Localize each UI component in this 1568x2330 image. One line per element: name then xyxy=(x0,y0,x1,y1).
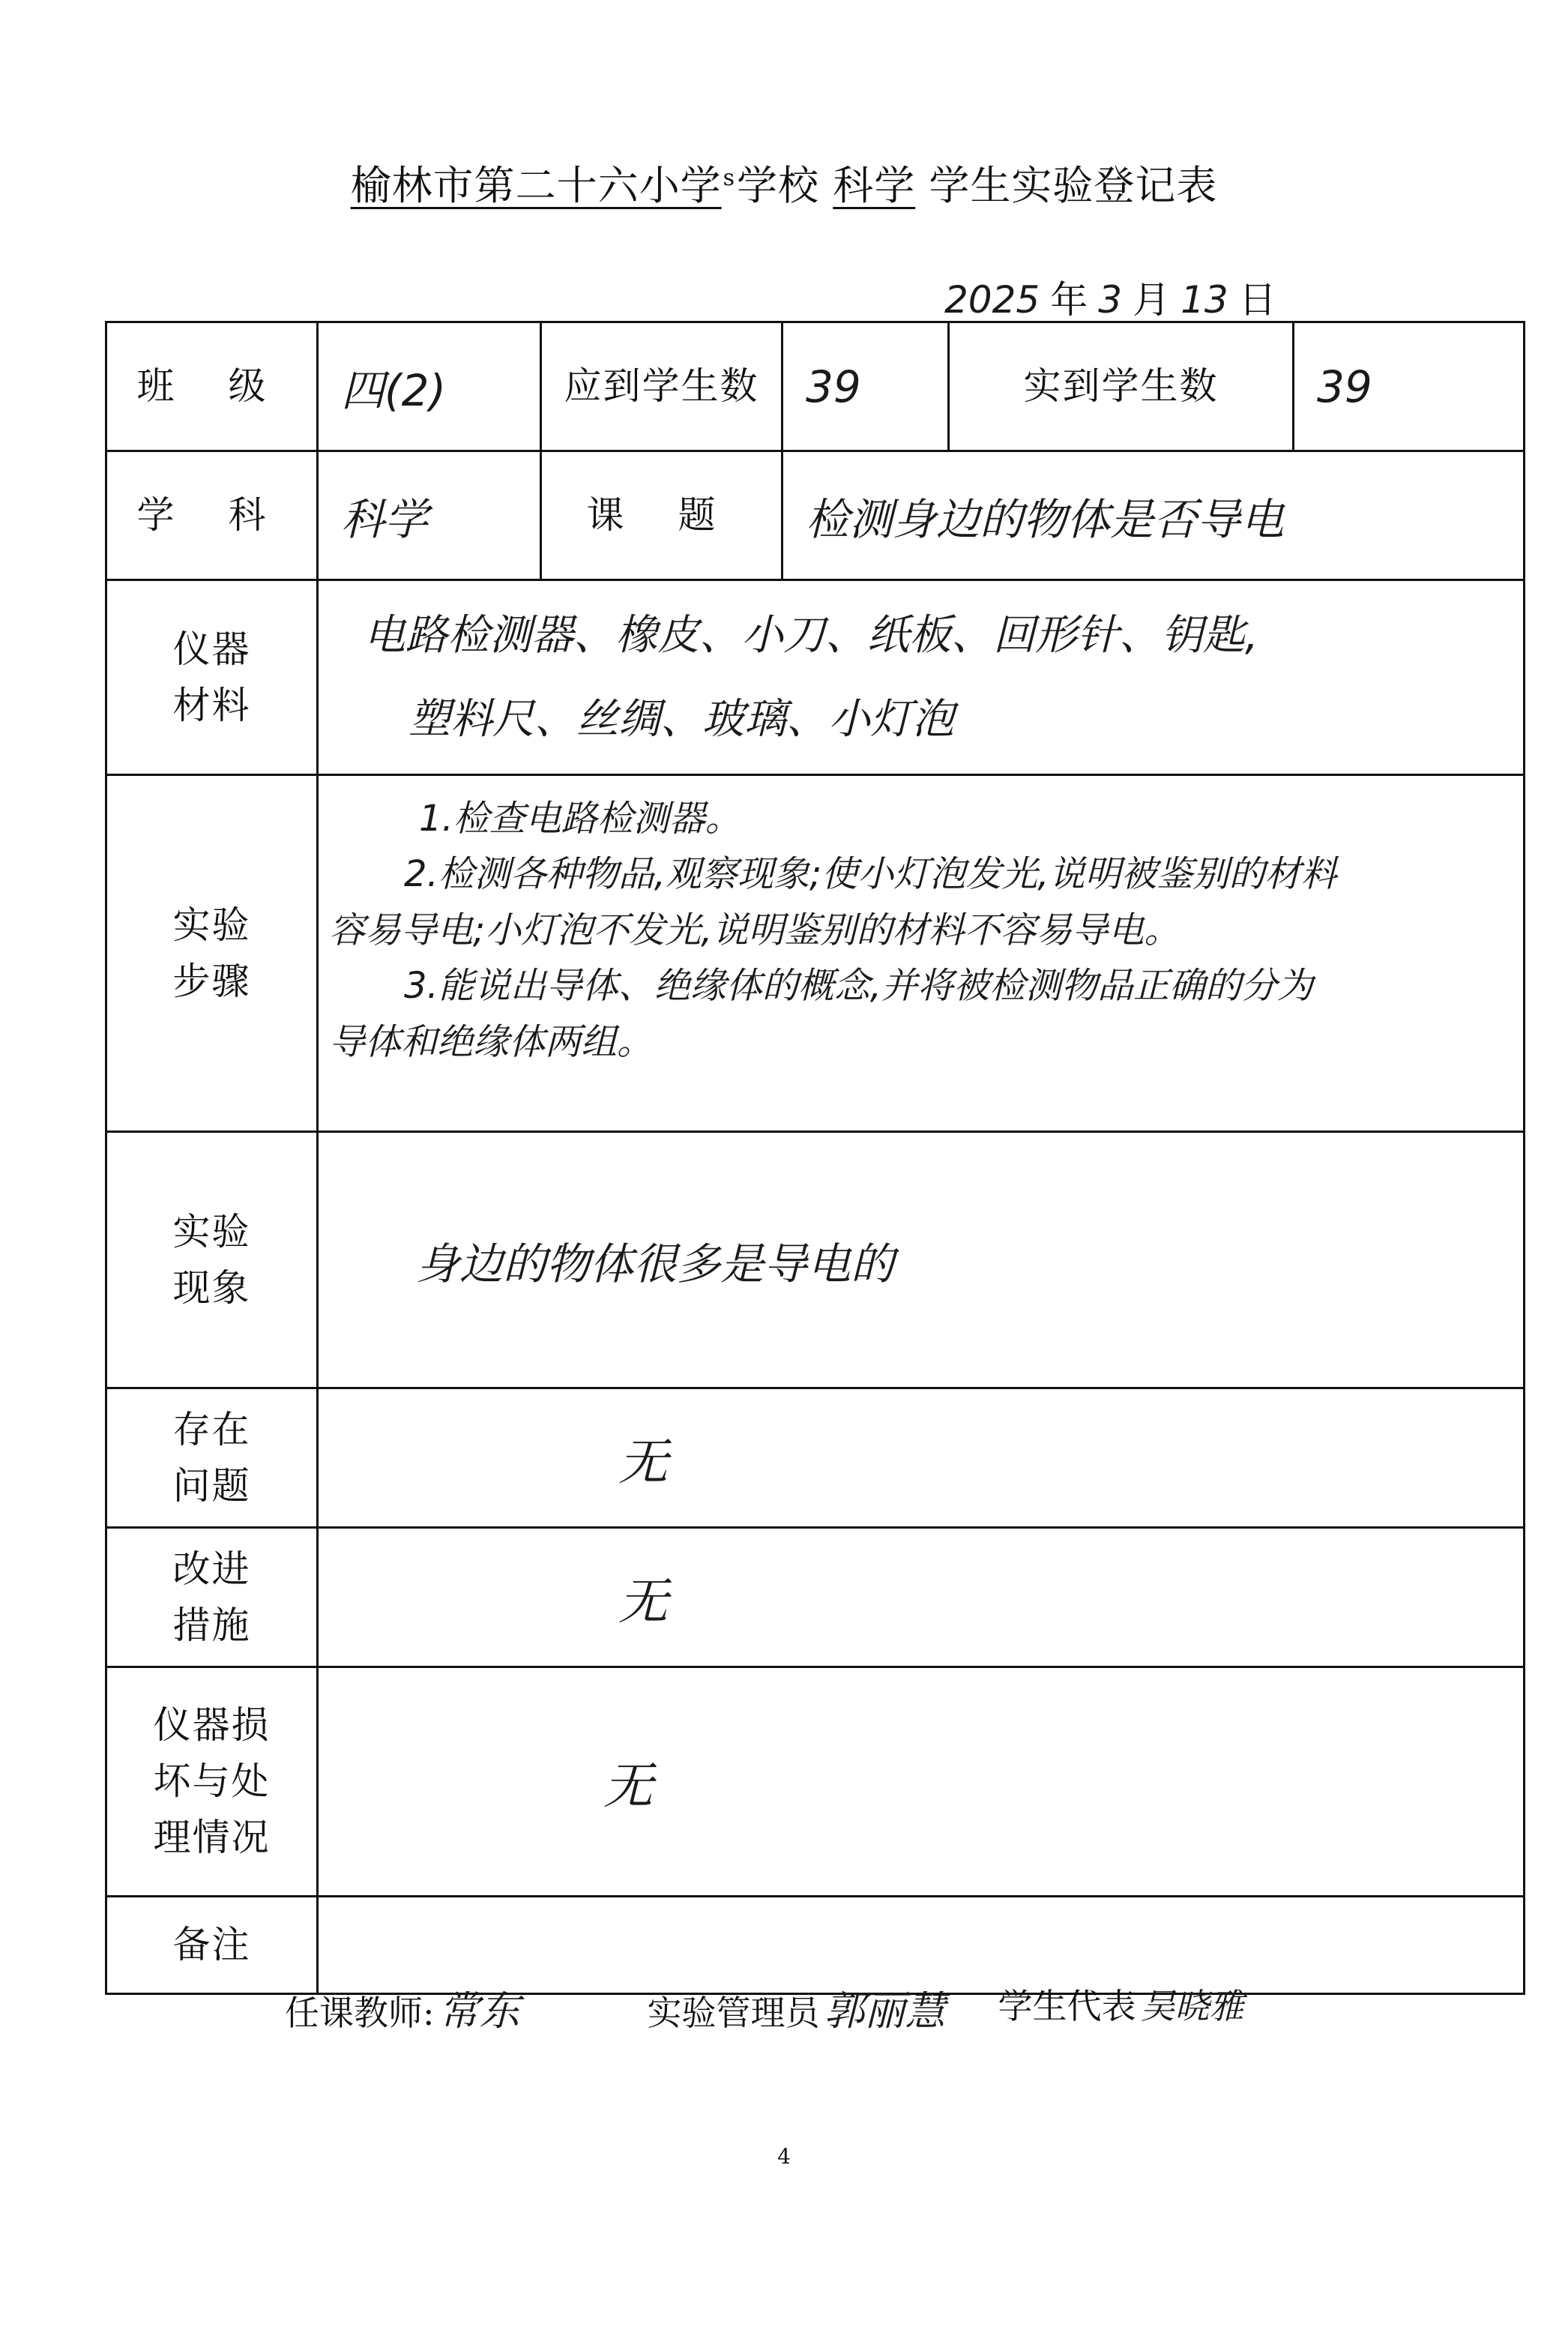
problems-label xyxy=(106,1388,318,1528)
date-year: 2025 xyxy=(944,278,1040,322)
signatures xyxy=(285,1979,1484,2037)
admin-name: 郭丽慧 xyxy=(824,1987,946,2035)
phenomenon-label-line-1: 实验 xyxy=(172,1209,251,1253)
improve-label-line-1: 改进 xyxy=(172,1547,251,1591)
title-suffix: 学生实验登记表 xyxy=(929,162,1218,209)
date-day: 13 xyxy=(1180,278,1228,322)
steps-label-line-1: 实验 xyxy=(172,903,251,947)
materials-value xyxy=(318,580,1525,775)
row-phenomenon xyxy=(106,1132,1525,1388)
date-month: 3 xyxy=(1098,278,1123,322)
date-line xyxy=(944,270,1287,324)
page-number: 4 xyxy=(777,2144,791,2169)
materials-label-line-1: 仪器 xyxy=(172,627,251,671)
row-steps xyxy=(106,775,1525,1132)
row-class xyxy=(106,322,1525,451)
notes-label: 备注 xyxy=(106,1897,318,1994)
steps-line-4: 3.能说出导体、绝缘体的概念,并将被检测物品正确的分为 xyxy=(404,965,1314,1008)
date-month-unit: 月 xyxy=(1133,278,1171,322)
title-mark: s xyxy=(723,165,736,191)
phenomenon-value: 身边的物体很多是导电的 xyxy=(318,1132,1525,1388)
damage-label-line-2: 坏与处 xyxy=(153,1759,271,1803)
topic-value: 检测身边的物体是否导电 xyxy=(783,451,1525,580)
steps-label-line-2: 步骤 xyxy=(172,959,251,1003)
improve-label xyxy=(106,1528,318,1667)
school-suffix: 学校 xyxy=(737,162,820,209)
steps-line-3: 容易导电;小灯泡不发光,说明鉴别的材料不容易导电。 xyxy=(329,909,1180,951)
subject-value: 科学 xyxy=(318,451,541,580)
row-improve xyxy=(106,1528,1525,1667)
damage-label xyxy=(106,1667,318,1897)
title-subject: 科学 xyxy=(833,162,916,209)
damage-label-line-3: 理情况 xyxy=(153,1816,271,1859)
row-subject xyxy=(106,451,1525,580)
admin-signature xyxy=(648,1979,946,2037)
steps-line-2: 2.检测各种物品,观察现象;使小灯泡发光,说明被鉴别的材料 xyxy=(404,853,1337,896)
row-materials xyxy=(106,580,1525,775)
materials-label xyxy=(106,580,318,775)
materials-line-2: 塑料尺、丝绸、玻璃、小灯泡 xyxy=(408,694,954,744)
damage-value: 无 xyxy=(318,1667,1525,1897)
student-signature xyxy=(998,1979,1244,2037)
topic-label: 课 题 xyxy=(541,451,783,580)
date-day-unit: 日 xyxy=(1238,278,1276,322)
teacher-name: 常东 xyxy=(438,1987,520,2035)
admin-label: 实验管理员 xyxy=(647,1993,820,2033)
class-label: 班 级 xyxy=(106,322,318,451)
teacher-signature xyxy=(285,1979,520,2037)
expected-label: 应到学生数 xyxy=(541,322,783,451)
class-value: 四(2) xyxy=(318,322,541,451)
phenomenon-label-line-2: 现象 xyxy=(172,1265,251,1310)
date-year-unit: 年 xyxy=(1050,278,1088,322)
teacher-label: 任课教师: xyxy=(285,1993,435,2033)
actual-value: 39 xyxy=(1294,322,1525,451)
improve-label-line-2: 措施 xyxy=(172,1603,251,1647)
subject-label: 学 科 xyxy=(106,451,318,580)
row-problems xyxy=(106,1388,1525,1528)
improve-value: 无 xyxy=(318,1528,1525,1667)
student-label: 学生代表 xyxy=(998,1986,1136,2026)
materials-label-line-2: 材料 xyxy=(172,683,251,727)
registration-table xyxy=(105,321,1525,1995)
form-title xyxy=(0,154,1568,211)
materials-line-1: 电路检测器、橡皮、小刀、纸板、回形针、钥匙, xyxy=(364,610,1258,660)
steps-label xyxy=(106,775,318,1132)
phenomenon-label xyxy=(106,1132,318,1388)
expected-value: 39 xyxy=(783,322,949,451)
student-name: 吴晓雅 xyxy=(1140,1986,1244,2026)
steps-line-5: 导体和绝缘体两组。 xyxy=(329,1020,654,1063)
steps-line-1: 1.检查电路检测器。 xyxy=(419,798,741,840)
problems-value: 无 xyxy=(318,1388,1525,1528)
row-damage xyxy=(106,1667,1525,1897)
problems-label-line-1: 存在 xyxy=(172,1407,251,1451)
damage-label-line-1: 仪器损 xyxy=(153,1703,271,1747)
problems-label-line-2: 问题 xyxy=(172,1463,251,1508)
steps-value xyxy=(318,775,1525,1132)
actual-label: 实到学生数 xyxy=(949,322,1294,451)
school-name: 榆林市第二十六小学 xyxy=(350,162,722,209)
